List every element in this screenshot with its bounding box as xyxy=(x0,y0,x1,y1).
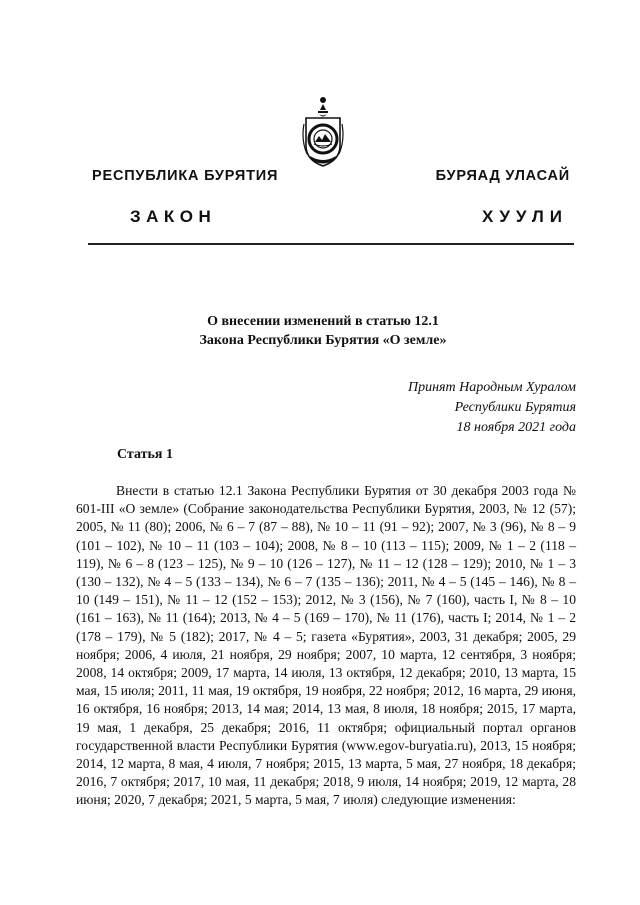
document-title-line: Закона Республики Бурятия «О земле» xyxy=(199,333,447,348)
law-label-russian: ЗАКОН xyxy=(130,207,217,226)
adoption-date: 18 ноября 2021 года xyxy=(456,420,576,435)
adoption-note xyxy=(408,378,576,438)
republic-name-russian: РЕСПУБЛИКА БУРЯТИЯ xyxy=(92,168,279,184)
buryatia-coat-of-arms-icon xyxy=(298,94,348,168)
document-title xyxy=(100,312,546,350)
article-body-paragraph: Внести в статью 12.1 Закона Республики Бурятия от 30 декабря 2003 года № 601-III «О земле» (Собрание законодательства Республики Бурятия, 2003, № 12 (57); 2005, № 11 (80); 2006, № 6 – 7 (87 – 88), № 10 – 11 (91 – 92); 2007, № 3 (96), № 8 – 9 (101 – 102), № 10 – 11 (103 – 104); 2008, № 8 – 10 (113 – 115); 2009, № 1 – 2 (118 – 119), № 6 – 8 (123 – 125), № 9 – 10 (126 – 127), № 11 – 12 (128 – 129); 2010, № 1 – 3 (130 – 132), № 4 – 5 (133 – 134), № 6 – 7 (135 – 136); 2011, № 4 – 5 (145 – 146), № 8 – 10 (149 – 151), № 11 – 12 (152 – 153); 2012, № 3 (156), № 7 (160), часть I, № 8 – 10 (161 – 163), № 11 (164); 2013, № 4 – 5 (169 – 170), № 11 (176), часть I; 2014, № 1 – 2 (178 – 179), № 5 (182); 2017, № 4 – 5; газета «Бурятия», 2003, 31 декабря; 2005, 29 ноября; 2006, 4 июля, 21 ноября, 29 ноября; 2007, 10 марта, 12 сентября, 3 ноября; 2008, 14 октября; 2009, 17 марта, 14 июля, 13 октября, 12 декабря; 2010, 13 марта, 15 мая, 15 июля; 2011, 11 мая, 19 октября, 19 ноября, 22 ноября; 2012, 16 марта, 29 июня, 16 октября, 16 ноября; 2013, 14 мая; 2014, 13 мая, 8 июля, 18 ноября; 2015, 17 марта, 19 мая, 1 декабря, 25 декабря; 2016, 11 октября; официальный портал органов государственной власти Республики Бурятия (www.egov-buryatia.ru), 2013, 15 ноября; 2014, 12 марта, 8 мая, 4 июля, 7 ноября; 2015, 13 марта, 5 мая, 27 ноября, 18 декабря; 2016, 7 октября; 2017, 10 мая, 11 декабря; 2018, 9 июля, 14 ноября; 2019, 12 марта, 28 июня; 2020, 7 декабря; 2021, 5 марта, 5 мая, 7 июля) следующие изменения: xyxy=(76,483,576,808)
republic-name-buryat: БУРЯАД УЛАСАЙ xyxy=(435,168,570,184)
document-title-line: О внесении изменений в статью 12.1 xyxy=(207,314,439,329)
header-divider xyxy=(88,243,574,245)
article-heading: Статья 1 xyxy=(117,447,173,462)
law-label-buryat: ХУУЛИ xyxy=(482,207,568,226)
adoption-note-line: Республики Бурятия xyxy=(454,400,576,415)
adoption-note-line: Принят Народным Хуралом xyxy=(407,380,576,395)
